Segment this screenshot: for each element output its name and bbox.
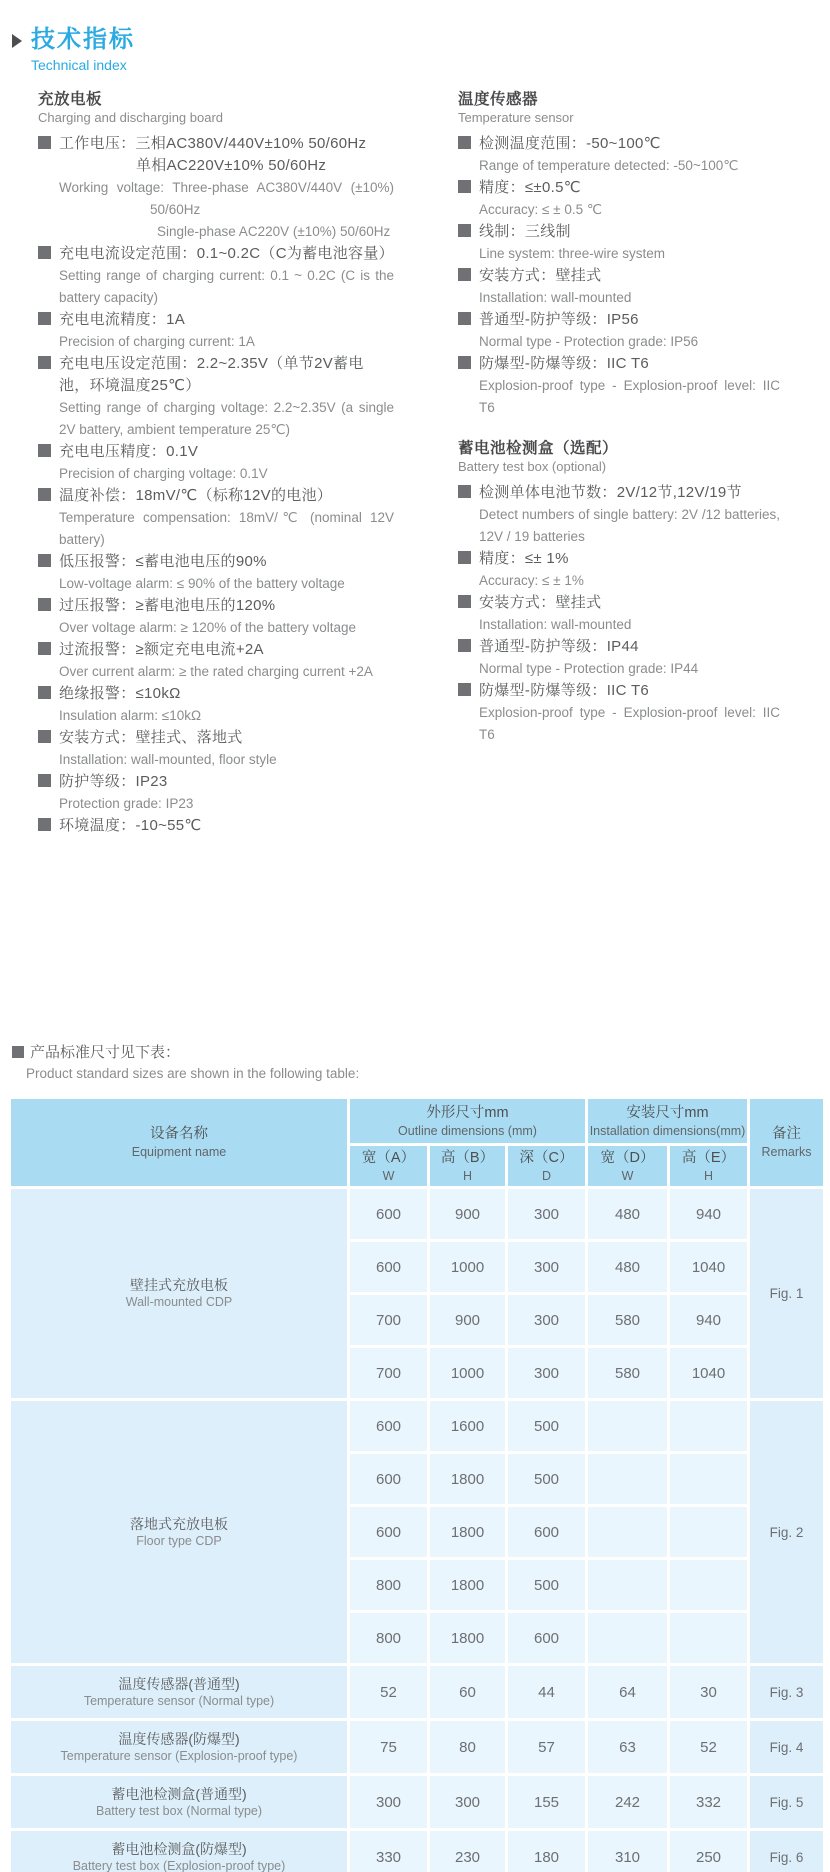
spec-item bbox=[38, 727, 394, 771]
spec-section bbox=[458, 439, 780, 746]
spec-section bbox=[458, 90, 780, 419]
dimension-cell: 600 bbox=[349, 1400, 429, 1453]
dimension-cell: 80 bbox=[429, 1720, 507, 1775]
dimension-cell bbox=[669, 1453, 749, 1506]
section-heading-zh: 蓄电池检测盒（选配） bbox=[458, 440, 619, 457]
dimension-cell: 44 bbox=[507, 1665, 587, 1720]
spec-item bbox=[458, 133, 780, 177]
spec-item-zh: 充电电压设定范围：2.2~2.35V（单节2V蓄电池，环境温度25℃） bbox=[38, 353, 394, 397]
square-bullet-icon bbox=[458, 136, 471, 149]
equipment-name-cell: 温度传感器(普通型) Temperature sensor (Normal type) bbox=[10, 1665, 349, 1720]
spec-item-en: Installation: wall-mounted bbox=[479, 617, 632, 632]
spec-item-en: Over current alarm: ≥ the rated charging current +2A bbox=[59, 664, 373, 679]
installation-dimensions-header: 安装尺寸mm Installation dimensions(mm) bbox=[587, 1098, 749, 1145]
dimension-cell: 300 bbox=[507, 1241, 587, 1294]
table-row bbox=[10, 1830, 825, 1872]
dimension-cell bbox=[587, 1400, 669, 1453]
spec-item bbox=[458, 309, 780, 353]
spec-item-en: Temperature compensation: 18mV/℃ (nominal 12V battery) bbox=[59, 510, 394, 547]
dimension-cell: 330 bbox=[349, 1830, 429, 1872]
spec-item-zh: 防护等级：IP23 bbox=[38, 771, 394, 793]
square-bullet-icon bbox=[458, 268, 471, 281]
spec-item bbox=[458, 265, 780, 309]
table-row bbox=[10, 1665, 825, 1720]
dimension-cell bbox=[587, 1559, 669, 1612]
dimension-cell: 1600 bbox=[429, 1400, 507, 1453]
square-bullet-icon bbox=[38, 312, 51, 325]
square-bullet-icon bbox=[38, 554, 51, 567]
spec-item-zh-cont: 单相AC220V±10% 50/60Hz bbox=[136, 157, 327, 174]
remark-cell: Fig. 2 bbox=[749, 1400, 825, 1665]
dimension-cell bbox=[669, 1506, 749, 1559]
dimension-cell: 1800 bbox=[429, 1453, 507, 1506]
dimension-cell: 64 bbox=[587, 1665, 669, 1720]
spec-item bbox=[458, 680, 780, 746]
page-header bbox=[0, 0, 830, 74]
dimension-cell: 300 bbox=[349, 1775, 429, 1830]
spec-item-zh: 普通型-防护等级：IP56 bbox=[458, 309, 780, 331]
dimension-subheader: 高（B） H bbox=[429, 1145, 507, 1188]
square-bullet-icon bbox=[38, 356, 51, 369]
table-note-zh: 产品标准尺寸见下表： bbox=[12, 1042, 830, 1064]
table-row bbox=[10, 1720, 825, 1775]
dimension-cell: 52 bbox=[349, 1665, 429, 1720]
dimension-cell: 1800 bbox=[429, 1506, 507, 1559]
dimension-cell: 1000 bbox=[429, 1347, 507, 1400]
spec-item bbox=[38, 639, 394, 683]
dimension-cell: 500 bbox=[507, 1559, 587, 1612]
dimension-cell: 900 bbox=[429, 1188, 507, 1241]
spec-item bbox=[458, 548, 780, 592]
spec-item-en: Over voltage alarm: ≥ 120% of the battery voltage bbox=[59, 620, 357, 635]
dimension-cell: 600 bbox=[349, 1453, 429, 1506]
dimension-cell: 600 bbox=[349, 1188, 429, 1241]
spec-item bbox=[458, 636, 780, 680]
dimension-cell: 52 bbox=[669, 1720, 749, 1775]
spec-item bbox=[38, 771, 394, 815]
spec-item-zh: 安装方式：壁挂式 bbox=[458, 592, 780, 614]
dimension-cell: 600 bbox=[507, 1612, 587, 1665]
square-bullet-icon bbox=[458, 683, 471, 696]
square-bullet-icon bbox=[458, 180, 471, 193]
square-bullet-icon bbox=[458, 639, 471, 652]
equipment-name-header: 设备名称 Equipment name bbox=[10, 1098, 349, 1188]
dimension-cell: 300 bbox=[507, 1188, 587, 1241]
dimension-cell: 180 bbox=[507, 1830, 587, 1872]
dimension-cell: 480 bbox=[587, 1188, 669, 1241]
dimension-cell: 800 bbox=[349, 1612, 429, 1665]
table-note-en: Product standard sizes are shown in the following table: bbox=[26, 1066, 360, 1081]
spec-item-zh: 充电电流设定范围：0.1~0.2C（C为蓄电池容量） bbox=[38, 243, 394, 265]
spec-item-en: Explosion-proof type - Explosion-proof level: IIC T6 bbox=[479, 378, 780, 415]
dimension-cell: 600 bbox=[349, 1506, 429, 1559]
dimension-cell: 242 bbox=[587, 1775, 669, 1830]
table-row bbox=[10, 1188, 825, 1241]
square-bullet-icon bbox=[38, 818, 51, 831]
remark-cell: Fig. 1 bbox=[749, 1188, 825, 1400]
square-bullet-icon bbox=[38, 686, 51, 699]
spec-item-en: Precision of charging voltage: 0.1V bbox=[59, 466, 268, 481]
spec-item-en: Line system: three-wire system bbox=[479, 246, 666, 261]
dimension-cell: 940 bbox=[669, 1294, 749, 1347]
equipment-name-cell: 壁挂式充放电板 Wall-mounted CDP bbox=[10, 1188, 349, 1400]
spec-item-en: Range of temperature detected: -50~100℃ bbox=[479, 158, 739, 173]
dimension-cell: 580 bbox=[587, 1294, 669, 1347]
section-heading-en: Battery test box (optional) bbox=[458, 459, 607, 474]
spec-item bbox=[38, 353, 394, 441]
dimension-cell bbox=[587, 1453, 669, 1506]
spec-item-en: Setting range of charging voltage: 2.2~2.35V (a single 2V battery, ambient temperature 25℃) bbox=[59, 400, 394, 437]
dimension-cell bbox=[587, 1612, 669, 1665]
square-bullet-icon bbox=[458, 356, 471, 369]
remark-cell: Fig. 5 bbox=[749, 1775, 825, 1830]
dimension-cell: 900 bbox=[429, 1294, 507, 1347]
dimension-cell: 940 bbox=[669, 1188, 749, 1241]
spec-item-zh: 防爆型-防爆等级：IIC T6 bbox=[458, 680, 780, 702]
remark-cell: Fig. 6 bbox=[749, 1830, 825, 1872]
dimension-cell: 700 bbox=[349, 1294, 429, 1347]
dimension-cell: 230 bbox=[429, 1830, 507, 1872]
square-bullet-icon bbox=[38, 136, 51, 149]
square-bullet-icon bbox=[38, 488, 51, 501]
spec-columns bbox=[0, 90, 830, 1042]
spec-item bbox=[38, 595, 394, 639]
spec-item-zh: 温度补偿：18mV/℃（标称12V的电池） bbox=[38, 485, 394, 507]
square-bullet-icon bbox=[458, 224, 471, 237]
spec-item-zh: 充电电流精度：1A bbox=[38, 309, 394, 331]
spec-item-en: Precision of charging current: 1A bbox=[59, 334, 255, 349]
dimension-cell: 1040 bbox=[669, 1241, 749, 1294]
dimension-cell: 1800 bbox=[429, 1559, 507, 1612]
remark-cell: Fig. 3 bbox=[749, 1665, 825, 1720]
square-bullet-icon bbox=[38, 246, 51, 259]
dimension-cell: 60 bbox=[429, 1665, 507, 1720]
spec-item-zh: 安装方式：壁挂式 bbox=[458, 265, 780, 287]
section-heading-en: Temperature sensor bbox=[458, 110, 574, 125]
square-bullet-icon bbox=[458, 551, 471, 564]
equipment-name-cell: 蓄电池检测盒(防爆型) Battery test box (Explosion-proof type) bbox=[10, 1830, 349, 1872]
size-table bbox=[8, 1096, 826, 1872]
dimension-cell: 1800 bbox=[429, 1612, 507, 1665]
dimension-cell: 75 bbox=[349, 1720, 429, 1775]
page-subtitle: Technical index bbox=[31, 57, 127, 73]
left-column bbox=[38, 90, 394, 857]
equipment-name-cell: 蓄电池检测盒(普通型) Battery test box (Normal type) bbox=[10, 1775, 349, 1830]
dimension-cell bbox=[669, 1400, 749, 1453]
outline-dimensions-header: 外形尺寸mm Outline dimensions (mm) bbox=[349, 1098, 587, 1145]
spec-item-zh: 过流报警：≥额定充电电流+2A bbox=[38, 639, 394, 661]
spec-item-zh: 检测温度范围：-50~100℃ bbox=[458, 133, 780, 155]
dimension-cell: 600 bbox=[507, 1506, 587, 1559]
spec-item-zh: 防爆型-防爆等级：IIC T6 bbox=[458, 353, 780, 375]
spec-item bbox=[458, 177, 780, 221]
dimension-cell: 332 bbox=[669, 1775, 749, 1830]
dimension-cell: 500 bbox=[507, 1453, 587, 1506]
square-bullet-icon bbox=[458, 485, 471, 498]
section-heading-zh: 充放电板 bbox=[38, 91, 103, 108]
dimension-cell: 1000 bbox=[429, 1241, 507, 1294]
dimension-cell: 580 bbox=[587, 1347, 669, 1400]
spec-item-zh: 精度：≤± 1% bbox=[458, 548, 780, 570]
table-row bbox=[10, 1400, 825, 1453]
spec-item bbox=[38, 441, 394, 485]
spec-item bbox=[38, 485, 394, 551]
spec-item bbox=[38, 133, 394, 243]
remark-cell: Fig. 4 bbox=[749, 1720, 825, 1775]
square-bullet-icon bbox=[458, 312, 471, 325]
dimension-cell: 30 bbox=[669, 1665, 749, 1720]
square-bullet-icon bbox=[38, 730, 51, 743]
spec-item bbox=[458, 221, 780, 265]
square-bullet-icon bbox=[458, 595, 471, 608]
dimension-cell bbox=[587, 1506, 669, 1559]
spec-item-zh: 检测单体电池节数：2V/12节,12V/19节 bbox=[458, 482, 780, 504]
square-bullet-icon bbox=[38, 444, 51, 457]
section-heading-zh: 温度传感器 bbox=[458, 91, 539, 108]
dimension-cell: 800 bbox=[349, 1559, 429, 1612]
equipment-name-cell: 温度传感器(防爆型) Temperature sensor (Explosion-proof type) bbox=[10, 1720, 349, 1775]
section-heading-en: Charging and discharging board bbox=[38, 110, 224, 125]
spec-item-en: Low-voltage alarm: ≤ 90% of the battery voltage bbox=[59, 576, 345, 591]
spec-item bbox=[458, 482, 780, 548]
spec-item-en: Normal type - Protection grade: IP56 bbox=[479, 334, 699, 349]
spec-item-en: Setting range of charging current: 0.1 ~ 0.2C (C is the battery capacity) bbox=[59, 268, 394, 305]
dimension-cell bbox=[669, 1612, 749, 1665]
dimension-subheader: 宽（A） W bbox=[349, 1145, 429, 1188]
spec-item-zh: 低压报警：≤蓄电池电压的90% bbox=[38, 551, 394, 573]
dimension-subheader: 深（C） D bbox=[507, 1145, 587, 1188]
spec-item-zh: 充电电压精度：0.1V bbox=[38, 441, 394, 463]
spec-item-en: 50/60Hz bbox=[150, 202, 201, 217]
spec-item-en: Detect numbers of single battery: 2V /12 batteries, 12V / 19 batteries bbox=[479, 507, 780, 544]
spec-item-zh: 环境温度：-10~55℃ bbox=[38, 815, 394, 837]
spec-item-zh: 绝缘报警：≤10kΩ bbox=[38, 683, 394, 705]
spec-item bbox=[38, 683, 394, 727]
spec-item-zh: 精度：≤±0.5℃ bbox=[458, 177, 780, 199]
dimension-cell: 57 bbox=[507, 1720, 587, 1775]
spec-item-en: Insulation alarm: ≤10kΩ bbox=[59, 708, 202, 723]
square-bullet-icon bbox=[38, 642, 51, 655]
remarks-header: 备注 Remarks bbox=[749, 1098, 825, 1188]
dimension-cell: 300 bbox=[429, 1775, 507, 1830]
spec-item-zh: 普通型-防护等级：IP44 bbox=[458, 636, 780, 658]
spec-item bbox=[38, 815, 394, 837]
title-row bbox=[12, 26, 830, 54]
square-bullet-icon bbox=[12, 1046, 24, 1058]
spec-item-zh: 过压报警：≥蓄电池电压的120% bbox=[38, 595, 394, 617]
spec-item bbox=[38, 243, 394, 309]
dimension-cell: 1040 bbox=[669, 1347, 749, 1400]
spec-item-zh: 安装方式：壁挂式、落地式 bbox=[38, 727, 394, 749]
dimension-cell: 300 bbox=[507, 1294, 587, 1347]
dimension-subheader: 高（E） H bbox=[669, 1145, 749, 1188]
spec-item-en: Installation: wall-mounted bbox=[479, 290, 632, 305]
table-row bbox=[10, 1775, 825, 1830]
dimension-cell: 155 bbox=[507, 1775, 587, 1830]
spec-item-en: Explosion-proof type - Explosion-proof level: IIC T6 bbox=[479, 705, 780, 742]
right-column bbox=[458, 90, 780, 766]
spec-item bbox=[38, 309, 394, 353]
square-bullet-icon bbox=[38, 774, 51, 787]
spec-item-en: Accuracy: ≤ ± 1% bbox=[479, 573, 584, 588]
dimension-cell: 300 bbox=[507, 1347, 587, 1400]
spec-item-zh: 线制：三线制 bbox=[458, 221, 780, 243]
dimension-cell: 480 bbox=[587, 1241, 669, 1294]
spec-item-en: Working voltage: Three-phase AC380V/440V (±10%) bbox=[59, 180, 394, 195]
table-note bbox=[12, 1042, 830, 1084]
triangle-marker-icon bbox=[12, 34, 22, 48]
equipment-name-cell: 落地式充放电板 Floor type CDP bbox=[10, 1400, 349, 1665]
dimension-cell: 63 bbox=[587, 1720, 669, 1775]
spec-section bbox=[38, 90, 394, 837]
dimension-cell: 500 bbox=[507, 1400, 587, 1453]
spec-item-zh: 工作电压：三相AC380V/440V±10% 50/60Hz bbox=[38, 133, 394, 155]
dimension-cell: 600 bbox=[349, 1241, 429, 1294]
spec-item bbox=[458, 353, 780, 419]
spec-item bbox=[38, 551, 394, 595]
square-bullet-icon bbox=[38, 598, 51, 611]
spec-item-en: Single-phase AC220V (±10%) 50/60Hz bbox=[157, 224, 391, 239]
spec-item-en: Protection grade: IP23 bbox=[59, 796, 194, 811]
dimension-cell bbox=[669, 1559, 749, 1612]
dimension-cell: 310 bbox=[587, 1830, 669, 1872]
dimension-subheader: 宽（D） W bbox=[587, 1145, 669, 1188]
spec-item-en: Accuracy: ≤ ± 0.5 ℃ bbox=[479, 202, 603, 217]
dimension-cell: 700 bbox=[349, 1347, 429, 1400]
dimension-cell: 250 bbox=[669, 1830, 749, 1872]
spec-item bbox=[458, 592, 780, 636]
spec-item-en: Installation: wall-mounted, floor style bbox=[59, 752, 277, 767]
spec-item-en: Normal type - Protection grade: IP44 bbox=[479, 661, 699, 676]
page-title: 技术指标 bbox=[31, 26, 135, 53]
